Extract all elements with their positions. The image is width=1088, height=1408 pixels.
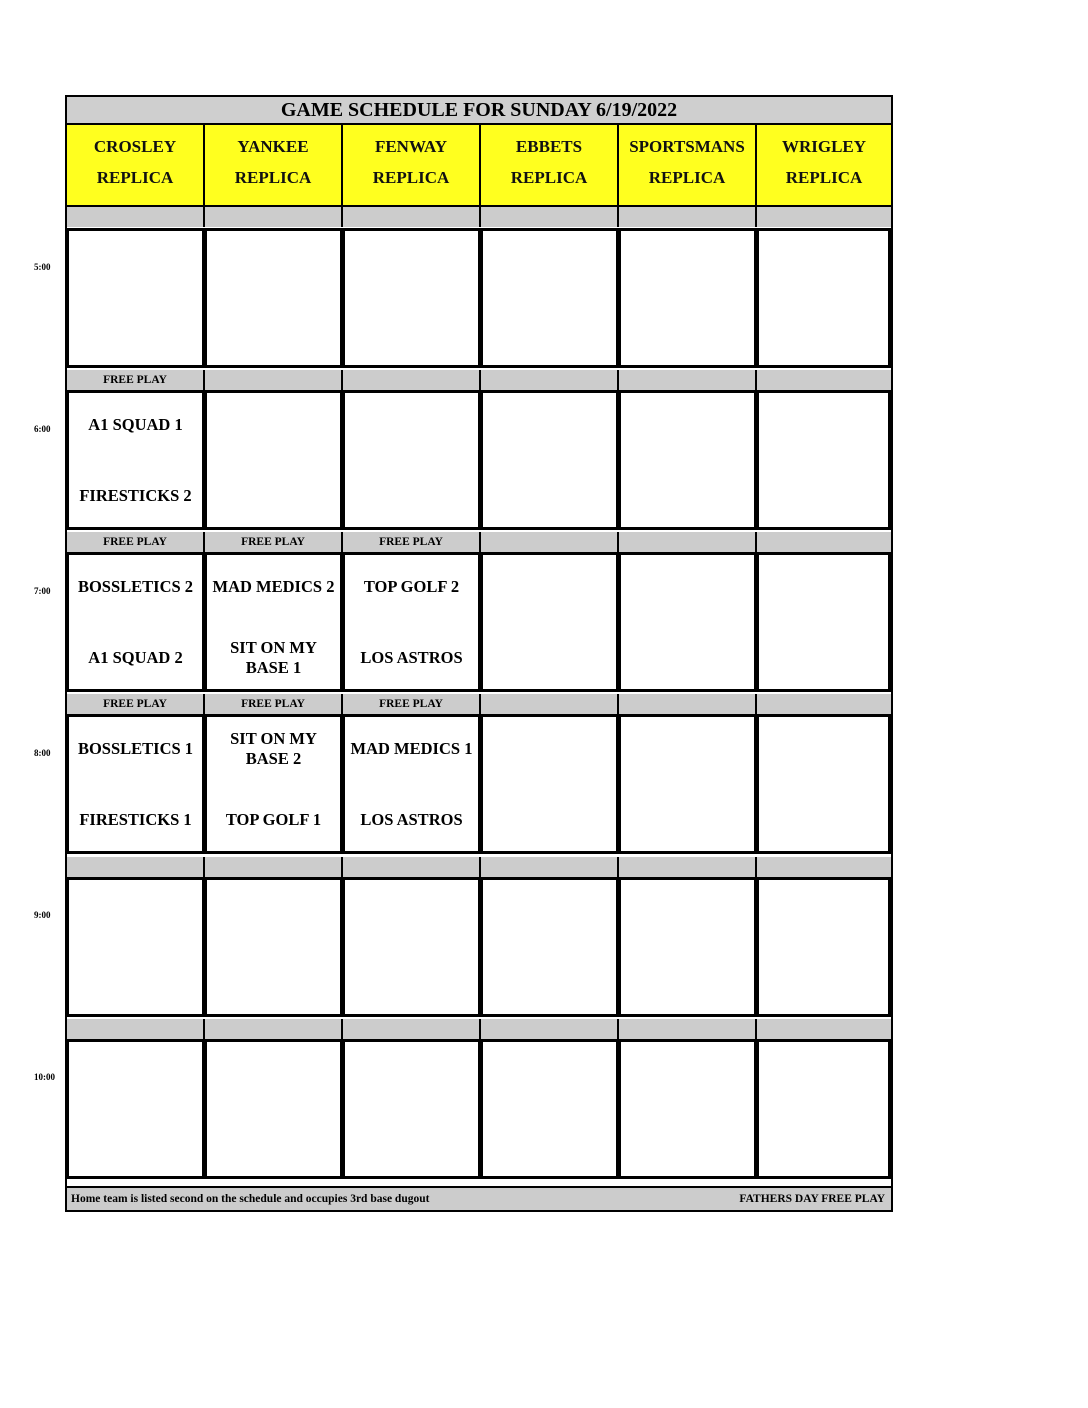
game-cell — [757, 714, 891, 854]
game-cell — [67, 552, 205, 692]
game-cell — [205, 1039, 343, 1179]
game-cell — [343, 552, 481, 692]
away-team: BOSSLETICS 2 — [77, 577, 194, 596]
field-header-3 — [343, 125, 481, 207]
home-team: FIRESTICKS 2 — [79, 486, 192, 505]
field-subtitle: REPLICA — [510, 168, 588, 187]
free-play-band: FREE PLAY — [67, 694, 205, 714]
free-play-band — [619, 694, 757, 714]
game-cell — [67, 877, 205, 1017]
free-play-band — [619, 532, 757, 552]
free-play-band: FREE PLAY — [343, 694, 481, 714]
field-name: FENWAY — [374, 137, 448, 156]
home-team: FIRESTICKS 1 — [79, 810, 192, 829]
game-cell — [343, 1039, 481, 1179]
game-cell — [619, 877, 757, 1017]
game-cell — [67, 714, 205, 854]
free-play-band: FREE PLAY — [343, 532, 481, 552]
free-play-band — [481, 1019, 619, 1039]
home-team: LOS ASTROS — [360, 648, 463, 667]
game-cell — [67, 1039, 205, 1179]
free-play-band — [343, 857, 481, 877]
game-cell — [343, 877, 481, 1017]
home-team: SIT ON MY BASE 1 — [230, 638, 317, 677]
footer-right-label: FATHERS DAY FREE PLAY — [739, 1193, 885, 1205]
free-play-band — [205, 370, 343, 390]
free-play-band — [343, 1019, 481, 1039]
field-subtitle: REPLICA — [785, 168, 863, 187]
free-play-band — [619, 207, 757, 227]
game-cell — [481, 1039, 619, 1179]
field-header-5 — [619, 125, 757, 207]
game-cell — [343, 228, 481, 368]
free-play-band — [757, 370, 891, 390]
home-team: TOP GOLF 1 — [225, 810, 322, 829]
game-cell — [619, 552, 757, 692]
field-subtitle: REPLICA — [372, 168, 450, 187]
field-subtitle: REPLICA — [648, 168, 726, 187]
time-label: 7:00 — [34, 586, 51, 596]
game-cell — [481, 228, 619, 368]
time-label: 5:00 — [34, 262, 51, 272]
free-play-band — [481, 207, 619, 227]
free-play-band: FREE PLAY — [67, 370, 205, 390]
time-label: 6:00 — [34, 424, 51, 434]
free-play-band — [757, 207, 891, 227]
field-header-1 — [67, 125, 205, 207]
time-label: 9:00 — [34, 910, 51, 920]
game-cell — [619, 1039, 757, 1179]
free-play-band — [67, 857, 205, 877]
field-name: SPORTSMANS — [629, 137, 745, 156]
away-team: MAD MEDICS 1 — [350, 739, 473, 758]
free-play-band — [619, 1019, 757, 1039]
away-team: TOP GOLF 2 — [363, 577, 460, 596]
time-label: 8:00 — [34, 748, 51, 758]
game-cell — [757, 228, 891, 368]
game-cell — [343, 390, 481, 530]
field-subtitle: REPLICA — [96, 168, 174, 187]
time-label: 10:00 — [34, 1072, 55, 1082]
game-cell — [619, 228, 757, 368]
game-cell — [205, 390, 343, 530]
free-play-band — [205, 207, 343, 227]
field-subtitle: REPLICA — [234, 168, 312, 187]
home-team: LOS ASTROS — [360, 810, 463, 829]
footer-note: Home team is listed second on the schedule and occupies 3rd base dugout — [71, 1193, 430, 1205]
game-cell — [619, 714, 757, 854]
free-play-band — [757, 532, 891, 552]
field-header-4 — [481, 125, 619, 207]
field-name: EBBETS — [515, 137, 583, 156]
free-play-band — [343, 370, 481, 390]
game-cell — [205, 228, 343, 368]
game-cell — [205, 877, 343, 1017]
free-play-band — [619, 857, 757, 877]
home-team: A1 SQUAD 2 — [88, 648, 183, 667]
free-play-band — [481, 370, 619, 390]
free-play-band — [205, 857, 343, 877]
field-header-2 — [205, 125, 343, 207]
field-header-6 — [757, 125, 891, 207]
field-name: CROSLEY — [93, 137, 177, 156]
game-cell — [757, 552, 891, 692]
schedule-sheet — [65, 95, 893, 1212]
free-play-band — [481, 857, 619, 877]
free-play-band: FREE PLAY — [67, 532, 205, 552]
game-cell — [343, 714, 481, 854]
game-cell — [67, 228, 205, 368]
game-cell — [619, 390, 757, 530]
game-cell — [481, 877, 619, 1017]
free-play-band — [481, 532, 619, 552]
free-play-band — [67, 1019, 205, 1039]
away-team: SIT ON MY BASE 2 — [230, 729, 317, 768]
away-team: A1 SQUAD 1 — [88, 415, 183, 434]
free-play-band — [757, 1019, 891, 1039]
free-play-band — [67, 207, 205, 227]
free-play-band — [205, 1019, 343, 1039]
free-play-band: FREE PLAY — [205, 532, 343, 552]
game-cell — [205, 714, 343, 854]
game-cell — [757, 877, 891, 1017]
field-name: YANKEE — [237, 137, 309, 156]
free-play-band — [343, 207, 481, 227]
game-cell — [67, 390, 205, 530]
game-cell — [481, 714, 619, 854]
away-team: BOSSLETICS 1 — [77, 739, 194, 758]
game-cell — [205, 552, 343, 692]
free-play-band — [619, 370, 757, 390]
away-team: MAD MEDICS 2 — [212, 577, 335, 596]
page-title: GAME SCHEDULE FOR SUNDAY 6/19/2022 — [67, 97, 891, 125]
game-cell — [481, 552, 619, 692]
footer-bar — [67, 1186, 891, 1210]
free-play-band — [757, 694, 891, 714]
free-play-band: FREE PLAY — [205, 694, 343, 714]
free-play-band — [757, 857, 891, 877]
game-cell — [757, 390, 891, 530]
field-name: WRIGLEY — [781, 137, 867, 156]
game-cell — [481, 390, 619, 530]
free-play-band — [481, 694, 619, 714]
game-cell — [757, 1039, 891, 1179]
